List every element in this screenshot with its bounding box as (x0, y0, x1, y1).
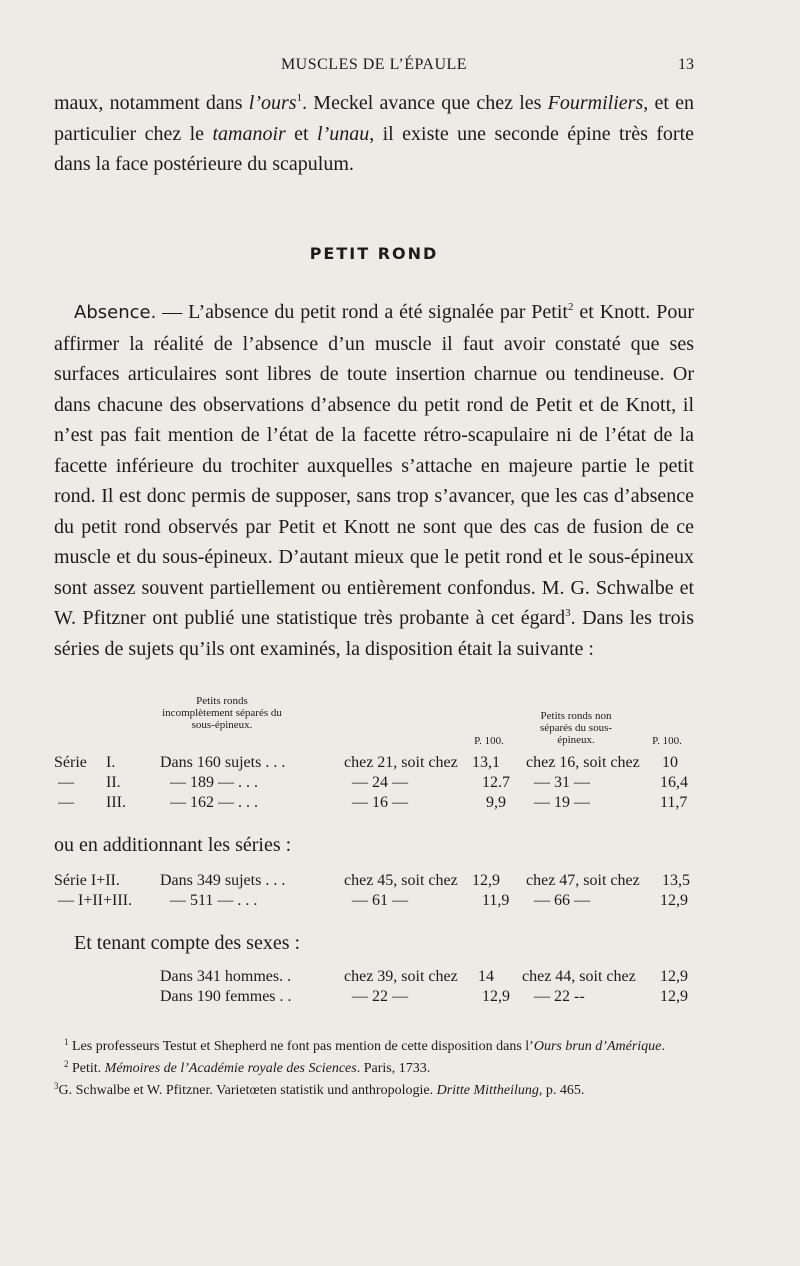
intro-paragraph: maux, notamment dans l’ours$^1$. Meckel avance que chez les Fourmiliers, et en particulier chez le tamanoir et l’unau, il existe une seconde épine très forte dans la face postérieure du scapulum. (54, 92, 695, 175)
header-pct-1: P. 100. (474, 735, 504, 747)
table-row: Dans 190 femmes . . — 22 — 12,9 — 22 -- 12,9 (160, 988, 688, 1005)
footnote-ref-3[interactable]: 3 (565, 607, 571, 619)
footnote-3: $^3$G. Schwalbe et W. Pfitzner. Varietœten statistik und anthropologie. Dritte Mittheilung, p. 465. (54, 1081, 585, 1098)
table-row: Série I+II. Dans 349 sujets . . . chez 45, soit chez 12,9 chez 47, soit chez 13,5 (54, 872, 690, 889)
page-number: 13 (678, 56, 694, 73)
table-row: — I+II+III. — 511 — . . . — 61 — 11,9 — 66 — 12,9 (58, 892, 688, 909)
running-title: MUSCLES DE L’ÉPAULE (280, 56, 468, 73)
table-row: — II. — 189 — . . . — 24 — 12.7 — 31 — 16,4 (58, 774, 688, 791)
footnotes (54, 1038, 694, 1104)
footnote-ref-1[interactable]: 1 (296, 92, 303, 104)
header-separate: Petits ronds non séparés du sous-épineux. (539, 710, 613, 746)
page-header (54, 56, 694, 78)
header-incomplete: Petits ronds incomplètement séparés du sous-épineux. (162, 695, 282, 731)
sum-heading: ou en additionnant les séries : (54, 834, 292, 856)
table-row: Dans 341 hommes. . chez 39, soit chez 14 chez 44, soit chez 12,9 (160, 968, 688, 985)
section-paragraph: Absence. — L’absence du petit rond a été signalée par Petit$^2$ et Knott. Pour affirmer la réalité de l’absence d’un muscle il faut avoir constaté que ses surfaces articulaires sont libres de toute insertion charnue ou tendineuse. Or dans chacune des observations d’absence du petit rond de Petit et de Knott, il n’est pas fait mention de l’état de la facette rétro-scapulaire ni de l’état de la facette inférieure du trochiter auxquelles s’attache en majeure partie le petit rond. Il est donc permis de supposer, sans trop s’avancer, que les cas d’absence du petit rond observés par Petit et Knott ne sont que des cas de fusion de ce muscle et du sous-épineux. D’autant mieux que le petit rond et le sous-épineux sont assez souvent partiellement ou entièrement confondus. M. G. Schwalbe et W. Pfitzner ont publié une statistique très probante à cet égard$^3$. Dans les trois séries de sujets qu’ils ont examinés, la disposition était la suivante : (54, 301, 694, 660)
header-pct-2: P. 100. (652, 735, 682, 747)
run-in-heading: Absence. (74, 302, 157, 323)
footnote-ref-2[interactable]: 2 (567, 301, 574, 313)
table-row: — III. — 162 — . . . — 16 — 9,9 — 19 — 11,7 (58, 794, 688, 811)
table-row: Série I. Dans 160 sujets . . . chez 21, soit chez 13,1 chez 16, soit chez 10 (54, 754, 678, 771)
sexes-heading: Et tenant compte des sexes : (74, 932, 301, 954)
footnote-2: $^2$ Petit. Mémoires de l’Académie royale des Sciences. Paris, 1733. (64, 1059, 431, 1076)
section-heading: PETIT ROND (309, 244, 439, 263)
footnote-1: $^1$ Les professeurs Testut et Shepherd ne font pas mention de cette disposition dans l’Ours brun d’Amérique. (64, 1037, 665, 1054)
